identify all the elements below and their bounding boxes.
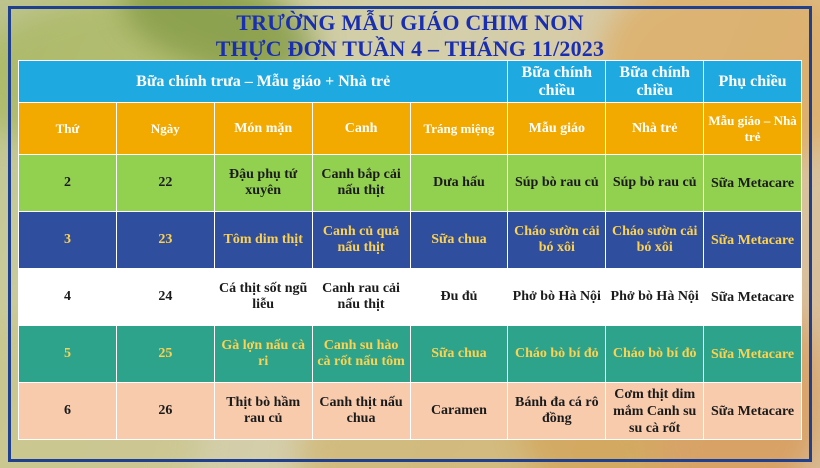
cell-savoury: Tôm dim thịt [214, 212, 312, 269]
cell-nursery-dinner: Cháo sườn cải bó xôi [606, 212, 704, 269]
cell-dessert: Đu đủ [410, 269, 508, 326]
cell-soup: Canh rau cải nấu thịt [312, 269, 410, 326]
cell-date: 25 [116, 326, 214, 383]
cell-nursery-dinner: Cháo bò bí đỏ [606, 326, 704, 383]
cell-date: 23 [116, 212, 214, 269]
column-header-preschool: Mẫu giáo [508, 103, 606, 155]
table-row [19, 383, 802, 440]
group-header-dinner-preschool: Bữa chính chiều [508, 61, 606, 103]
table-row [19, 212, 802, 269]
cell-weekday: 5 [19, 326, 117, 383]
group-header-lunch: Bữa chính trưa – Mẫu giáo + Nhà trẻ [19, 61, 508, 103]
column-header-snack-group: Mẫu giáo – Nhà trẻ [704, 103, 802, 155]
cell-snack: Sữa Metacare [704, 383, 802, 440]
cell-preschool-dinner: Phở bò Hà Nội [508, 269, 606, 326]
column-header-savoury: Món mặn [214, 103, 312, 155]
weekly-menu-table [18, 60, 802, 440]
menu-subtitle: THỰC ĐƠN TUẦN 4 – THÁNG 11/2023 [215, 36, 605, 61]
cell-savoury: Gà lợn nấu cà ri [214, 326, 312, 383]
cell-weekday: 4 [19, 269, 117, 326]
cell-dessert: Sữa chua [410, 326, 508, 383]
school-name: TRƯỜNG MẪU GIÁO CHIM NON [236, 10, 584, 35]
table-row [19, 155, 802, 212]
cell-snack: Sữa Metacare [704, 155, 802, 212]
cell-nursery-dinner: Cơm thịt dim mắm Canh su su cà rốt [606, 383, 704, 440]
cell-soup: Canh thịt nấu chua [312, 383, 410, 440]
cell-snack: Sữa Metacare [704, 326, 802, 383]
group-header-snack: Phụ chiều [704, 61, 802, 103]
cell-weekday: 3 [19, 212, 117, 269]
cell-dessert: Dưa hấu [410, 155, 508, 212]
table-row [19, 269, 802, 326]
column-header-nursery: Nhà trẻ [606, 103, 704, 155]
column-header-date: Ngày [116, 103, 214, 155]
column-header-weekday: Thứ [19, 103, 117, 155]
cell-nursery-dinner: Phở bò Hà Nội [606, 269, 704, 326]
cell-savoury: Đậu phụ tứ xuyên [214, 155, 312, 212]
cell-savoury: Thịt bò hầm rau củ [214, 383, 312, 440]
cell-savoury: Cá thịt sốt ngũ liễu [214, 269, 312, 326]
group-header-dinner-nursery: Bữa chính chiều [606, 61, 704, 103]
cell-dessert: Sữa chua [410, 212, 508, 269]
table-row [19, 326, 802, 383]
cell-snack: Sữa Metacare [704, 212, 802, 269]
cell-soup: Canh bắp cải nấu thịt [312, 155, 410, 212]
column-header-soup: Canh [312, 103, 410, 155]
cell-preschool-dinner: Bánh đa cá rô đồng [508, 383, 606, 440]
cell-snack: Sữa Metacare [704, 269, 802, 326]
table-group-header-row [19, 61, 802, 103]
cell-preschool-dinner: Súp bò rau củ [508, 155, 606, 212]
cell-dessert: Caramen [410, 383, 508, 440]
cell-preschool-dinner: Cháo sườn cải bó xôi [508, 212, 606, 269]
cell-nursery-dinner: Súp bò rau củ [606, 155, 704, 212]
cell-date: 26 [116, 383, 214, 440]
cell-preschool-dinner: Cháo bò bí đỏ [508, 326, 606, 383]
cell-weekday: 6 [19, 383, 117, 440]
column-header-dessert: Tráng miệng [410, 103, 508, 155]
cell-date: 24 [116, 269, 214, 326]
table-column-header-row [19, 103, 802, 155]
cell-soup: Canh củ quả nấu thịt [312, 212, 410, 269]
page-title [0, 10, 820, 62]
cell-weekday: 2 [19, 155, 117, 212]
cell-soup: Canh su hào cà rốt nấu tôm [312, 326, 410, 383]
cell-date: 22 [116, 155, 214, 212]
